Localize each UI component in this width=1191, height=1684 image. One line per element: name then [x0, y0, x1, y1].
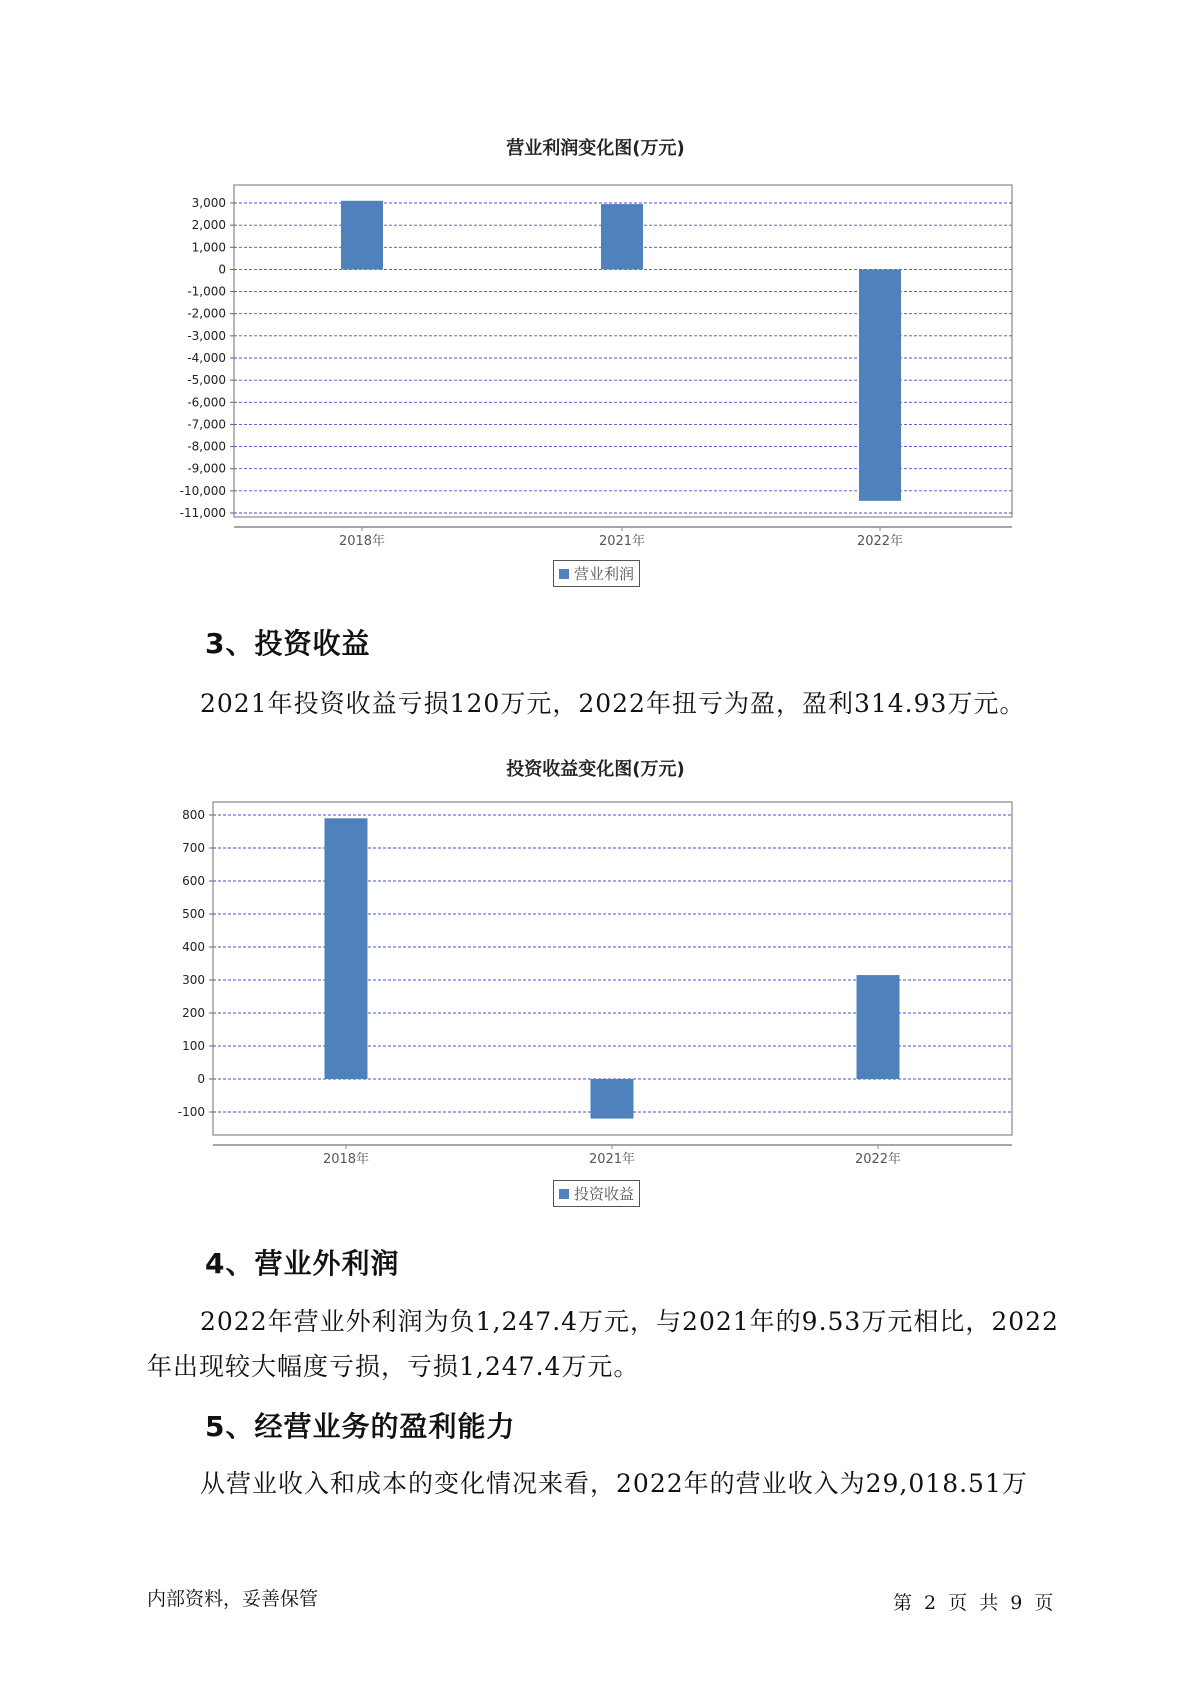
y-tick-label: 0 — [218, 262, 226, 277]
y-tick-label: -3,000 — [187, 328, 226, 343]
section-paragraph-4 — [147, 1299, 1062, 1389]
x-tick-label: 2018年 — [338, 534, 386, 549]
chart-title: 营业利润变化图(万元) — [506, 138, 685, 159]
footer-page-number: 第 2 页 共 9 页 — [893, 1592, 1054, 1614]
x-tick-label: 2018年 — [322, 1152, 370, 1167]
x-tick-label: 2022年 — [856, 534, 904, 549]
section-paragraph-5 — [147, 1461, 1062, 1506]
x-tick-label: 2021年 — [598, 534, 646, 549]
y-tick-label: 500 — [182, 907, 205, 921]
y-tick-label: 600 — [182, 874, 205, 888]
bar — [325, 818, 368, 1079]
paragraph-line: 从营业收入和成本的变化情况来看，2022年的营业收入为29,018.51万 — [200, 1469, 1028, 1498]
y-tick-label: 800 — [182, 808, 205, 822]
y-tick-label: -4,000 — [187, 351, 226, 365]
section-heading-3: 3、投资收益 — [205, 627, 371, 660]
y-tick-label: 2,000 — [191, 218, 226, 233]
chart-title: 投资收益变化图(万元) — [506, 759, 685, 780]
paragraph-line: 年出现较大幅度亏损，亏损1,247.4万元。 — [147, 1352, 640, 1381]
section-heading-5: 5、经营业务的盈利能力 — [205, 1410, 516, 1443]
y-tick-label: -2,000 — [187, 306, 226, 321]
y-tick-label: 100 — [182, 1039, 205, 1053]
y-tick-label: -1,000 — [187, 284, 226, 299]
y-tick-label: 0 — [197, 1072, 205, 1086]
y-tick-label: 300 — [182, 973, 205, 987]
y-tick-label: 200 — [182, 1006, 205, 1020]
legend-label: 投资收益 — [574, 1185, 635, 1203]
y-tick-label: -5,000 — [187, 373, 226, 388]
y-tick-label: -11,000 — [179, 506, 226, 520]
legend-swatch — [559, 1189, 569, 1199]
bar — [857, 975, 900, 1079]
footer-confidential-note: 内部资料，妥善保管 — [147, 1588, 319, 1610]
bar — [591, 1079, 634, 1119]
x-tick-label: 2021年 — [588, 1152, 636, 1167]
y-tick-label: -7,000 — [187, 417, 226, 432]
y-tick-label: 700 — [182, 841, 205, 855]
legend-label: 营业利润 — [574, 565, 635, 583]
y-tick-label: -10,000 — [179, 483, 226, 498]
y-tick-label: 400 — [182, 940, 205, 954]
paragraph-line: 2021年投资收益亏损120万元，2022年扭亏为盈，盈利314.93万元。 — [200, 689, 1026, 718]
paragraph-line: 2022年营业外利润为负1,247.4万元，与2021年的9.53万元相比，2022 — [200, 1307, 1059, 1336]
y-tick-label: -9,000 — [187, 461, 226, 476]
y-tick-label: -6,000 — [187, 395, 226, 410]
y-tick-label: -8,000 — [187, 439, 226, 454]
chart-legend — [553, 1180, 640, 1207]
y-tick-label: 3,000 — [191, 196, 226, 210]
y-tick-label: 1,000 — [191, 240, 226, 255]
section-heading-4: 4、营业外利润 — [205, 1247, 400, 1280]
x-tick-label: 2022年 — [854, 1152, 902, 1167]
y-tick-label: -100 — [177, 1105, 205, 1119]
